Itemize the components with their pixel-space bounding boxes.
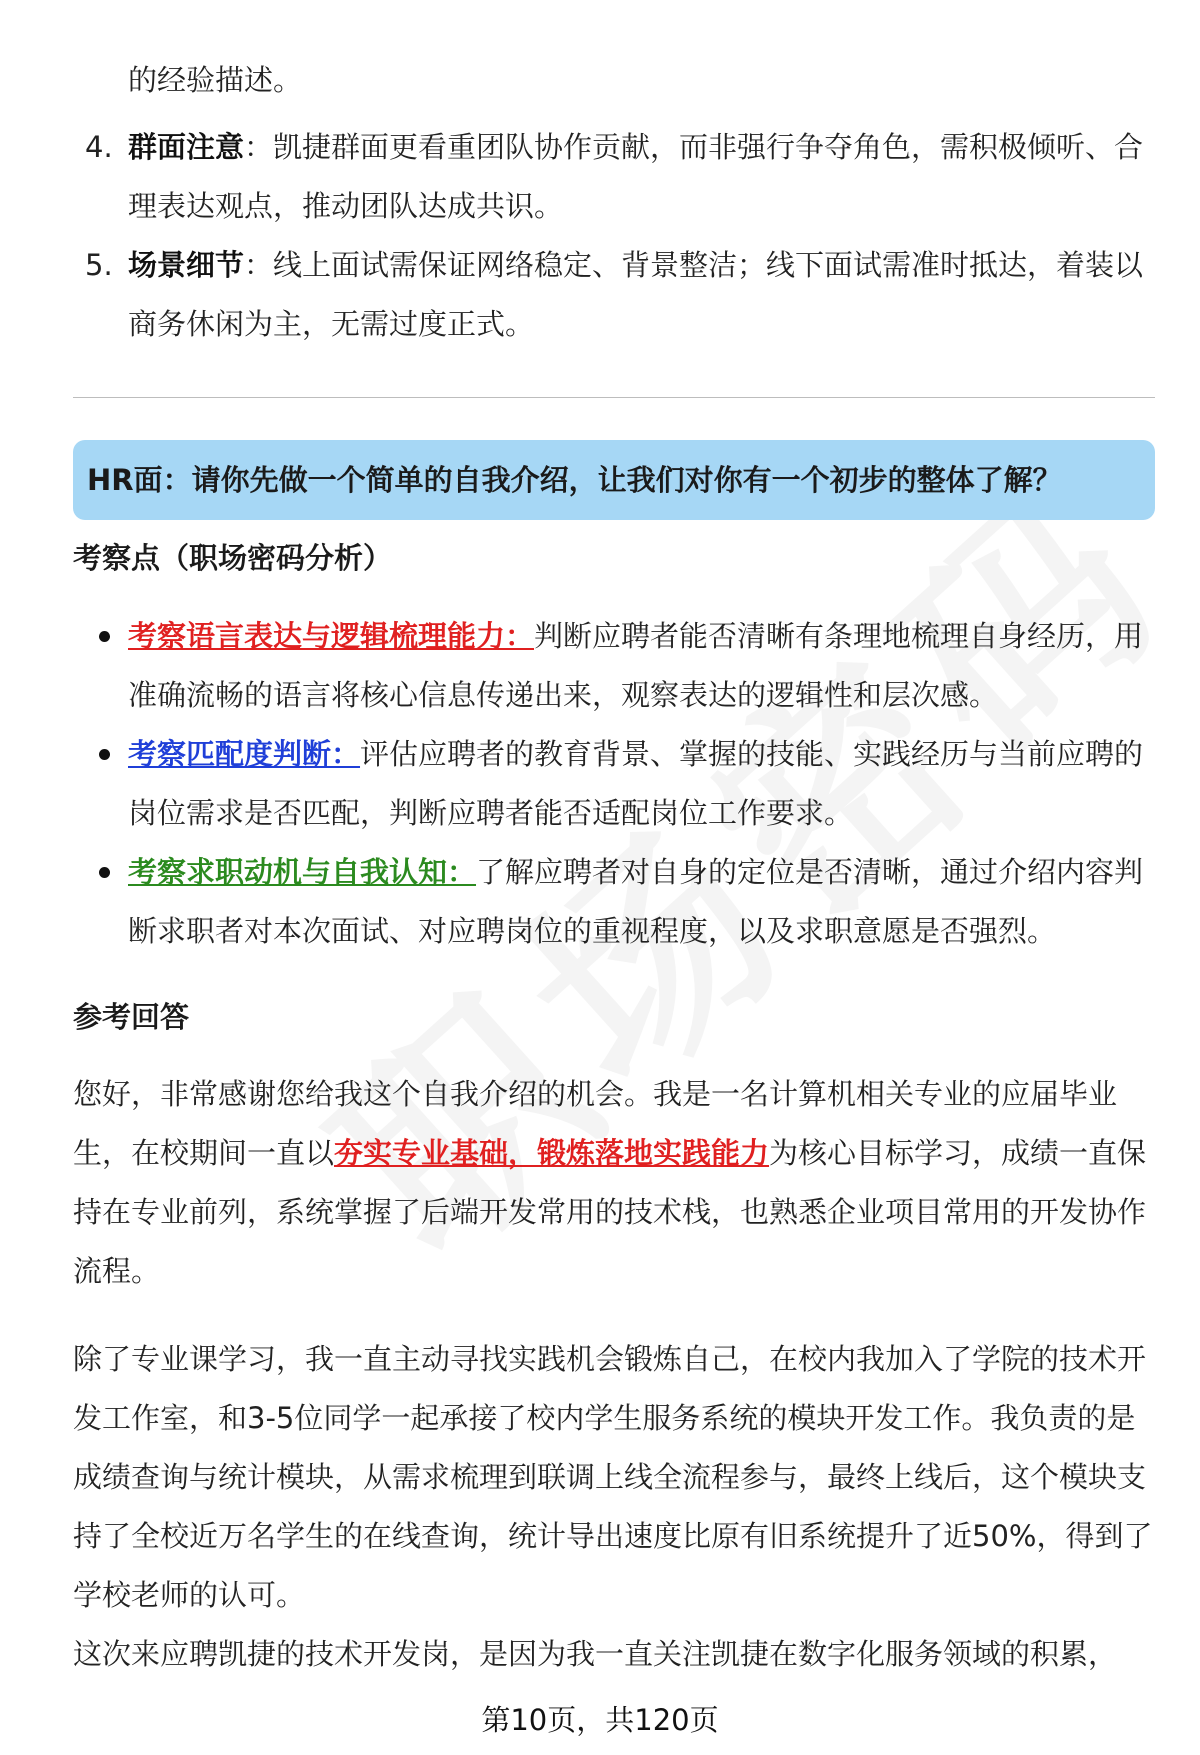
section-divider: [73, 397, 1155, 398]
paragraph-text: 为核心目标学习，成绩一直保持在专业前列，系统掌握了后端开发常用的技术栈，也熟悉企业项目常用的开发协作流程。: [73, 1136, 1147, 1288]
point-text: 评估应聘者的教育背景、掌握的技能、实践经历与当前应聘的岗位需求是否匹配，判断应聘者能否适配岗位工作要求。: [128, 737, 1144, 830]
point-text: 了解应聘者对自身的定位是否清晰，通过介绍内容判断求职者对本次面试、对应聘岗位的重视程度，以及求职意愿是否强烈。: [128, 855, 1144, 948]
bullet-icon: [99, 631, 110, 642]
item-number: 4.: [85, 130, 113, 164]
bullet-icon: [99, 867, 110, 878]
list-item: [73, 843, 1155, 961]
tips-list: [73, 118, 1153, 354]
answer-heading: 参考回答: [73, 1000, 190, 1034]
answer-paragraph-2: 除了专业课学习，我一直主动寻找实践机会锻炼自己，在校内我加入了学院的技术开发工作室，和3-5位同学一起承接了校内学生服务系统的模块开发工作。我负责的是成绩查询与统计模块，从需求梳理到联调上线全流程参与，最终上线后，这个模块支持了全校近万名学生的在线查询，统计导出速度比原有旧系统提升了近50%，得到了学校老师的认可。: [73, 1342, 1153, 1612]
continued-text: 的经验描述。: [128, 63, 303, 97]
point-text: 判断应聘者能否清晰有条理地梳理自身经历，用准确流畅的语言将核心信息传递出来，观察表达的逻辑性和层次感。: [128, 619, 1144, 712]
item-text: ：凯捷群面更看重团队协作贡献，而非强行争夺角色，需积极倾听、合理表达观点，推动团队达成共识。: [128, 130, 1144, 223]
item-title: 场景细节: [128, 248, 245, 282]
answer-paragraph-1: [73, 1065, 1158, 1301]
analysis-heading: 考察点（职场密码分析）: [73, 541, 393, 575]
bullet-icon: [99, 749, 110, 760]
list-item: [73, 118, 1153, 236]
point-keyword: 考察匹配度判断：: [128, 737, 361, 771]
list-item: [73, 236, 1153, 354]
item-title: 群面注意: [128, 130, 245, 164]
highlight-text: 夯实专业基础，锻炼落地实践能力: [334, 1136, 770, 1170]
analysis-points: [73, 607, 1155, 961]
point-keyword: 考察语言表达与逻辑梳理能力：: [128, 619, 535, 653]
list-item: [73, 607, 1155, 725]
item-text: ：线上面试需保证网络稳定、背景整洁；线下面试需准时抵达，着装以商务休闲为主，无需过度正式。: [128, 248, 1144, 341]
list-item: [73, 725, 1155, 843]
question-banner: HR面：请你先做一个简单的自我介绍，让我们对你有一个初步的整体了解？: [73, 440, 1155, 520]
page-number: 第10页，共120页: [481, 1703, 719, 1737]
paragraph-text: 您好，非常感谢您给我这个自我介绍的机会。我是一名计算机相关专业的应届毕业生，在校期间一直以: [73, 1077, 1118, 1170]
point-keyword: 考察求职动机与自我认知：: [128, 855, 477, 889]
answer-paragraph-3: 这次来应聘凯捷的技术开发岗，是因为我一直关注凯捷在数字化服务领域的积累，: [73, 1637, 1118, 1671]
item-number: 5.: [85, 248, 113, 282]
